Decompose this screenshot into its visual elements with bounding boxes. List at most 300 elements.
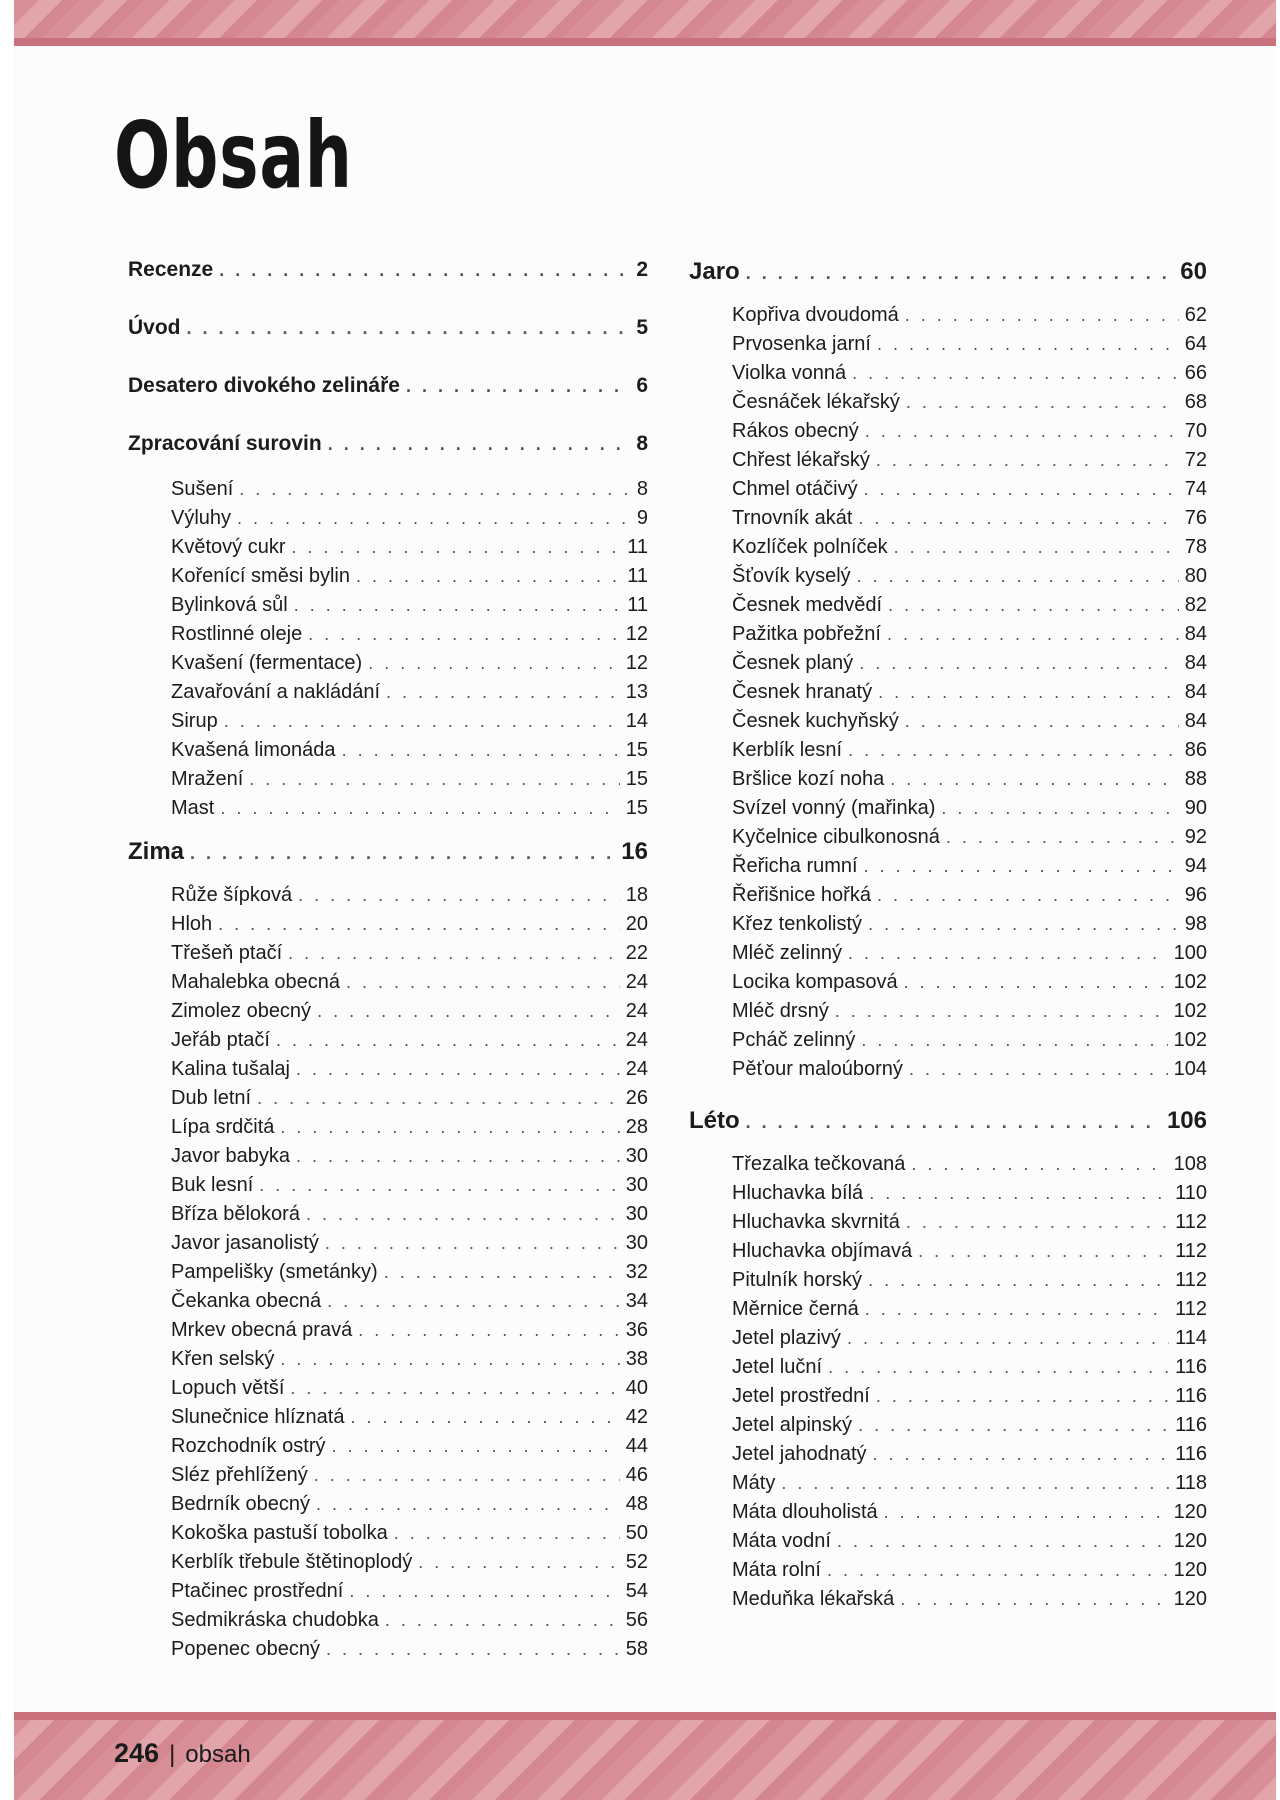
toc-entry [128, 768, 648, 797]
toc-entry-label: Jetel alpinský [732, 1414, 853, 1436]
toc-entry-page: 112 [1175, 1269, 1207, 1291]
toc-entry-page: 52 [625, 1551, 648, 1573]
toc-section-heading [689, 258, 1207, 304]
toc-entry-page: 58 [625, 1638, 648, 1660]
dot-leader [290, 1378, 619, 1399]
dot-leader [847, 1328, 1169, 1349]
toc-entry-page: 116 [1175, 1414, 1207, 1436]
toc-entry-page: 36 [625, 1319, 648, 1341]
toc-entry [128, 1174, 648, 1203]
toc-entry-label: Mast [171, 797, 215, 819]
dot-leader [918, 1241, 1169, 1262]
dot-leader [894, 537, 1179, 558]
toc-entry-label: Lípa srdčitá [171, 1116, 275, 1138]
toc-entry [689, 623, 1207, 652]
toc-section-heading [689, 1107, 1207, 1153]
dot-leader [317, 1001, 620, 1022]
dot-leader [328, 434, 631, 455]
toc-entry [689, 1588, 1207, 1617]
toc-entry-page: 92 [1184, 826, 1207, 848]
toc-entry-page: 15 [625, 797, 648, 819]
toc-entry [689, 304, 1207, 333]
toc-entry [689, 594, 1207, 623]
toc-entry [689, 1029, 1207, 1058]
toc-entry [689, 507, 1207, 536]
toc-section-heading-page: 16 [621, 838, 648, 865]
toc-entry [689, 1153, 1207, 1182]
toc-section-heading-page: 2 [636, 258, 648, 281]
dot-leader [906, 1212, 1169, 1233]
dot-leader [288, 943, 620, 964]
toc-entry [128, 1377, 648, 1406]
toc-entry-label: Rákos obecný [732, 420, 859, 442]
toc-section [128, 838, 648, 1667]
toc-entry-page: 30 [625, 1174, 648, 1196]
dot-leader [298, 885, 620, 906]
dot-leader [906, 392, 1179, 413]
toc-entry-label: Mražení [171, 768, 244, 790]
toc-entry-label: Bedrník obecný [171, 1493, 310, 1515]
toc-entry [128, 1145, 648, 1174]
toc-entry-label: Jetel jahodnatý [732, 1443, 867, 1465]
dot-leader [187, 318, 631, 339]
dot-leader [220, 798, 619, 819]
toc-entry-page: 24 [625, 971, 648, 993]
toc-entry [689, 681, 1207, 710]
dot-leader [308, 624, 620, 645]
toc-section-heading-label: Jaro [689, 258, 740, 285]
toc-left-column [128, 258, 648, 1679]
toc-entry-page: 72 [1184, 449, 1207, 471]
toc-entry [128, 681, 648, 710]
toc-entry-label: Třešeň ptačí [171, 942, 283, 964]
toc-entry-label: Česnek planý [732, 652, 854, 674]
toc-entry-label: Hluchavka objímavá [732, 1240, 913, 1262]
toc-entry [689, 768, 1207, 797]
toc-entry-label: Mahalebka obecná [171, 971, 341, 993]
toc-entry-label: Kalina tušalaj [171, 1058, 290, 1080]
toc-entry-label: Sirup [171, 710, 218, 732]
toc-entry-page: 120 [1173, 1559, 1207, 1581]
toc-entry-label: Sušení [171, 478, 234, 500]
toc-entry-label: Kerblík třebule štětinoplodý [171, 1551, 413, 1573]
toc-entry-label: Kvašení (fermentace) [171, 652, 363, 674]
toc-entry-label: Jetel prostřední [732, 1385, 870, 1407]
toc-entry-label: Máta vodní [732, 1530, 831, 1552]
toc-entry [689, 1559, 1207, 1588]
toc-entry-page: 78 [1184, 536, 1207, 558]
toc-entry [128, 942, 648, 971]
toc-section-heading-page: 6 [636, 374, 648, 397]
toc-entry-label: Hluchavka skvrnitá [732, 1211, 900, 1233]
toc-entry-page: 116 [1175, 1356, 1207, 1378]
dot-leader [852, 363, 1179, 384]
toc-entry-label: Sléz přehlížený [171, 1464, 308, 1486]
toc-entry [128, 710, 648, 739]
toc-section-heading-page: 5 [636, 316, 648, 339]
toc-entry [689, 1211, 1207, 1240]
toc-entry-label: Měrnice černá [732, 1298, 859, 1320]
toc-entry-page: 48 [625, 1493, 648, 1515]
toc-entry [128, 1638, 648, 1667]
dot-leader [876, 1386, 1169, 1407]
dot-leader [890, 769, 1178, 790]
toc-entry [128, 1435, 648, 1464]
toc-entry [689, 855, 1207, 884]
toc-entry [689, 536, 1207, 565]
dot-leader [386, 682, 620, 703]
toc-section [128, 432, 648, 826]
toc-entry-label: Mléč drsný [732, 1000, 829, 1022]
toc-entry-page: 15 [625, 768, 648, 790]
toc-section-heading-label: Recenze [128, 258, 214, 281]
toc-entry-label: Rostlinné oleje [171, 623, 303, 645]
toc-entry-page: 46 [625, 1464, 648, 1486]
toc-right-column [689, 258, 1207, 1637]
toc-entry-page: 8 [636, 478, 648, 500]
toc-entry [689, 478, 1207, 507]
toc-entry-page: 116 [1175, 1385, 1207, 1407]
toc-entry [128, 1348, 648, 1377]
toc-entry-page: 116 [1175, 1443, 1207, 1465]
toc-section [689, 1107, 1207, 1617]
toc-entry-label: Řeřišnice hořká [732, 884, 871, 906]
toc-entry-label: Šťovík kyselý [732, 565, 851, 587]
toc-entry-page: 34 [625, 1290, 648, 1312]
toc-entry-label: Kvašená limonáda [171, 739, 336, 761]
dot-leader [291, 537, 621, 558]
toc-entry-page: 120 [1173, 1530, 1207, 1552]
toc-section [128, 258, 648, 304]
toc-entry-page: 96 [1184, 884, 1207, 906]
toc-entry-page: 108 [1173, 1153, 1207, 1175]
toc-entry-page: 88 [1184, 768, 1207, 790]
toc-section [128, 316, 648, 362]
dot-leader [332, 1436, 620, 1457]
toc-entry [128, 1087, 648, 1116]
toc-entry-page: 20 [625, 913, 648, 935]
toc-entry-label: Bršlice kozí noha [732, 768, 885, 790]
toc-entry-label: Svízel vonný (mařinka) [732, 797, 936, 819]
dot-leader [342, 740, 620, 761]
dot-leader [864, 856, 1179, 877]
toc-entry-label: Buk lesní [171, 1174, 254, 1196]
dot-leader [346, 972, 620, 993]
toc-entry-page: 62 [1184, 304, 1207, 326]
toc-entry-page: 24 [625, 1058, 648, 1080]
toc-entry [689, 565, 1207, 594]
toc-entry-page: 50 [625, 1522, 648, 1544]
toc-entry-page: 120 [1173, 1501, 1207, 1523]
toc-entry-page: 118 [1175, 1472, 1207, 1494]
toc-entry-page: 82 [1184, 594, 1207, 616]
toc-entry-label: Dub letní [171, 1087, 252, 1109]
dot-leader [239, 479, 631, 500]
toc-entry-label: Čekanka obecná [171, 1290, 322, 1312]
toc-entry-page: 94 [1184, 855, 1207, 877]
toc-entry-page: 12 [625, 623, 648, 645]
toc-entry [689, 1414, 1207, 1443]
dot-leader [418, 1552, 620, 1573]
toc-entry-label: Jetel luční [732, 1356, 823, 1378]
dot-leader [905, 711, 1179, 732]
toc-entry [689, 971, 1207, 1000]
toc-entry-label: Jeřáb ptačí [171, 1029, 270, 1051]
toc-section-heading-label: Léto [689, 1107, 740, 1134]
toc-section-heading-label: Úvod [128, 316, 181, 339]
toc-entry-page: 26 [625, 1087, 648, 1109]
toc-entry [128, 1232, 648, 1261]
toc-entry-label: Trnovník akát [732, 507, 853, 529]
dot-leader [861, 1030, 1167, 1051]
dot-leader [864, 479, 1179, 500]
toc-entry [128, 1522, 648, 1551]
page-title: Obsah [114, 102, 353, 209]
toc-entry-page: 84 [1184, 623, 1207, 645]
toc-entry-label: Chmel otáčivý [732, 478, 858, 500]
toc-entry-page: 12 [625, 652, 648, 674]
toc-entry-page: 56 [625, 1609, 648, 1631]
toc-entry-page: 112 [1175, 1298, 1207, 1320]
toc-entry-label: Mléč zelinný [732, 942, 843, 964]
toc-entry-label: Slunečnice hlíznatá [171, 1406, 345, 1428]
dot-leader [326, 1639, 620, 1660]
toc-entry [128, 884, 648, 913]
dot-leader [746, 263, 1175, 284]
dot-leader [835, 1001, 1168, 1022]
toc-entry-label: Máta dlouholistá [732, 1501, 878, 1523]
toc-entry [128, 478, 648, 507]
toc-entry [689, 884, 1207, 913]
toc-entry-label: Křez tenkolistý [732, 913, 863, 935]
dot-leader [868, 914, 1179, 935]
toc-entry-label: Bylinková sůl [171, 594, 288, 616]
dot-leader [296, 1059, 620, 1080]
dot-leader [900, 1589, 1167, 1610]
toc-entry [128, 1203, 648, 1232]
toc-entry [689, 1472, 1207, 1501]
toc-entry-label: Zavařování a nakládání [171, 681, 381, 703]
dot-leader [884, 1502, 1168, 1523]
toc-entry-label: Pažitka pobřežní [732, 623, 881, 645]
toc-entry-page: 13 [625, 681, 648, 703]
toc-entry [128, 797, 648, 826]
dot-leader [865, 421, 1179, 442]
dot-leader [859, 653, 1179, 674]
toc-entry-label: Kozlíček polníček [732, 536, 888, 558]
toc-entry [128, 1029, 648, 1058]
toc-entry [128, 1406, 648, 1435]
dot-leader [858, 1415, 1169, 1436]
dot-leader [219, 260, 630, 281]
toc-entry-label: Meduňka lékařská [732, 1588, 895, 1610]
toc-entry-page: 9 [636, 507, 648, 529]
toc-entry [689, 710, 1207, 739]
toc-entry [689, 739, 1207, 768]
dot-leader [941, 798, 1178, 819]
toc-entry-page: 15 [625, 739, 648, 761]
toc-entry-label: Pitulník horský [732, 1269, 863, 1291]
toc-section-heading [128, 316, 648, 362]
toc-entry-page: 104 [1173, 1058, 1207, 1080]
toc-section-heading [128, 374, 648, 420]
dot-leader [869, 1183, 1169, 1204]
dot-leader [296, 1146, 620, 1167]
toc-section [689, 258, 1207, 1087]
toc-entry [128, 1290, 648, 1319]
dot-leader [327, 1291, 620, 1312]
dot-leader [368, 653, 620, 674]
toc-entry-label: Výluhy [171, 507, 232, 529]
toc-entry [689, 1240, 1207, 1269]
toc-entry-page: 44 [625, 1435, 648, 1457]
toc-entry-label: Sedmikráska chudobka [171, 1609, 379, 1631]
toc-entry-label: Květový cukr [171, 536, 286, 558]
dot-leader [746, 1112, 1161, 1133]
toc-entry-page: 120 [1173, 1588, 1207, 1610]
toc-entry [689, 391, 1207, 420]
toc-entry-page: 112 [1175, 1211, 1207, 1233]
toc-entry-page: 11 [627, 536, 648, 558]
toc-entry-label: Česnek hranatý [732, 681, 873, 703]
toc-entry [128, 652, 648, 681]
toc-entry [689, 362, 1207, 391]
dot-leader [904, 972, 1168, 993]
dot-leader [848, 943, 1168, 964]
toc-entry-label: Máta rolní [732, 1559, 821, 1581]
toc-entry-label: Javor babyka [171, 1145, 290, 1167]
toc-section-heading-label: Zpracování surovin [128, 432, 322, 455]
toc-entry [689, 1269, 1207, 1298]
toc-section [128, 374, 648, 420]
dot-leader [911, 1154, 1167, 1175]
toc-entry-label: Kokoška pastuší tobolka [171, 1522, 388, 1544]
toc-entry-page: 40 [625, 1377, 648, 1399]
toc-entry [128, 1609, 648, 1638]
toc-entry-label: Růže šípková [171, 884, 293, 906]
toc-entry-page: 84 [1184, 652, 1207, 674]
toc-section-heading [128, 838, 648, 884]
toc-entry [128, 507, 648, 536]
toc-entry [689, 1443, 1207, 1472]
dot-leader [887, 624, 1179, 645]
dot-leader [349, 1581, 619, 1602]
dot-leader [350, 1407, 619, 1428]
toc-entry-page: 24 [625, 1029, 648, 1051]
footer-page-number: 246 [114, 1738, 160, 1768]
toc-entry [128, 1261, 648, 1290]
toc-entry-label: Hloh [171, 913, 213, 935]
dot-leader [877, 885, 1179, 906]
dot-leader [190, 843, 615, 864]
decorative-top-band [14, 0, 1276, 46]
toc-entry [689, 1058, 1207, 1087]
toc-entry [128, 1551, 648, 1580]
toc-entry-page: 30 [625, 1145, 648, 1167]
toc-entry-page: 90 [1184, 797, 1207, 819]
dot-leader [873, 1444, 1170, 1465]
toc-entry-page: 30 [625, 1232, 648, 1254]
toc-entry-page: 80 [1184, 565, 1207, 587]
toc-entry-label: Třezalka tečkovaná [732, 1153, 906, 1175]
dot-leader [294, 595, 622, 616]
toc-entry-label: Česnáček lékařský [732, 391, 900, 413]
toc-entry [689, 333, 1207, 362]
toc-entry-label: Kerblík lesní [732, 739, 843, 761]
dot-leader [827, 1560, 1168, 1581]
toc-entry-label: Javor jasanolistý [171, 1232, 319, 1254]
toc-entry-page: 84 [1184, 681, 1207, 703]
toc-entry-label: Křen selský [171, 1348, 275, 1370]
toc-entry-page: 18 [625, 884, 648, 906]
toc-entry [689, 1385, 1207, 1414]
toc-entry [689, 1530, 1207, 1559]
toc-entry-label: Ptačinec prostřední [171, 1580, 344, 1602]
toc-entry-page: 11 [627, 594, 648, 616]
toc-entry-label: Pampelišky (smetánky) [171, 1261, 378, 1283]
toc-entry [128, 1464, 648, 1493]
toc-entry-page: 114 [1175, 1327, 1207, 1349]
toc-entry-page: 112 [1175, 1240, 1207, 1262]
toc-entry-label: Violka vonná [732, 362, 847, 384]
toc-entry-page: 38 [625, 1348, 648, 1370]
toc-entry-label: Pcháč zelinný [732, 1029, 856, 1051]
toc-entry-page: 24 [625, 1000, 648, 1022]
toc-entry-page: 102 [1173, 1029, 1207, 1051]
dot-leader [877, 334, 1179, 355]
toc-entry [689, 449, 1207, 478]
toc-entry [689, 420, 1207, 449]
toc-entry [128, 565, 648, 594]
dot-leader [878, 682, 1179, 703]
toc-entry-page: 54 [625, 1580, 648, 1602]
toc-entry [689, 797, 1207, 826]
toc-section-heading-label: Zima [128, 838, 185, 865]
toc-entry-page: 66 [1184, 362, 1207, 384]
dot-leader [276, 1030, 620, 1051]
toc-entry-label: Hluchavka bílá [732, 1182, 864, 1204]
toc-entry-label: Jetel plazivý [732, 1327, 841, 1349]
toc-entry-label: Česnek medvědí [732, 594, 883, 616]
dot-leader [325, 1233, 620, 1254]
toc-entry-label: Lopuch větší [171, 1377, 285, 1399]
dot-leader [828, 1357, 1169, 1378]
footer-label: obsah [185, 1741, 251, 1768]
toc-entry-label: Máty [732, 1472, 776, 1494]
toc-entry [128, 1058, 648, 1087]
toc-entry [689, 826, 1207, 855]
dot-leader [394, 1523, 620, 1544]
toc-entry-label: Pěťour maloúborný [732, 1058, 903, 1080]
toc-entry-label: Česnek kuchyňský [732, 710, 899, 732]
toc-entry-label: Bříza bělokorá [171, 1203, 300, 1225]
dot-leader [259, 1175, 619, 1196]
dot-leader [385, 1610, 620, 1631]
dot-leader [868, 1270, 1169, 1291]
page-footer [114, 1738, 251, 1769]
toc-entry [689, 913, 1207, 942]
toc-entry [689, 1356, 1207, 1385]
toc-section-heading-page: 60 [1180, 258, 1207, 285]
toc-entry-page: 14 [625, 710, 648, 732]
toc-entry-page: 64 [1184, 333, 1207, 355]
dot-leader [888, 595, 1179, 616]
dot-leader [876, 450, 1179, 471]
toc-entry-page: 32 [625, 1261, 648, 1283]
toc-entry [128, 594, 648, 623]
dot-leader [249, 769, 620, 790]
dot-leader [280, 1117, 619, 1138]
